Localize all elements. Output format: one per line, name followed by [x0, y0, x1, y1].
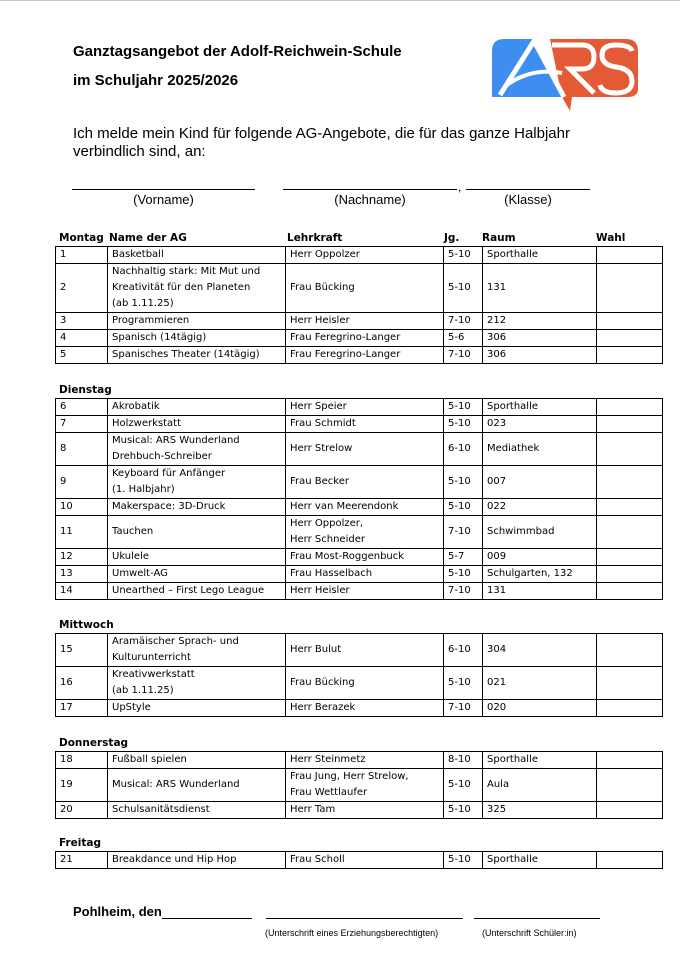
course-choice-cell[interactable] — [597, 247, 663, 264]
course-teacher — [286, 416, 444, 433]
course-teacher-line: Frau Wettlaufer — [290, 787, 368, 798]
first-name-label: (Vorname) — [133, 192, 194, 207]
table-row — [56, 433, 663, 466]
course-teacher — [286, 769, 444, 802]
course-room: 131 — [483, 583, 597, 600]
course-name — [108, 549, 286, 566]
first-name-field[interactable] — [72, 189, 255, 190]
day-heading: Montag — [59, 232, 104, 244]
course-name — [108, 667, 286, 700]
course-room: Schulgarten, 132 — [483, 566, 597, 583]
table-row — [56, 667, 663, 700]
course-name — [108, 752, 286, 769]
column-header-room: Raum — [482, 232, 516, 244]
intro-text: Ich melde mein Kind für folgende AG-Angebote, die für das ganze Halbjahr verbindlich sind, an: — [73, 125, 570, 160]
course-name-line: Musical: ARS Wunderland — [112, 435, 240, 446]
course-name — [108, 516, 286, 549]
course-name-line: Holzwerkstatt — [112, 418, 181, 429]
course-number: 17 — [56, 700, 108, 717]
course-teacher — [286, 466, 444, 499]
course-number: 14 — [56, 583, 108, 600]
course-choice-cell[interactable] — [597, 667, 663, 700]
course-choice-cell[interactable] — [597, 700, 663, 717]
course-teacher-line: Herr Oppolzer — [290, 249, 360, 260]
course-grade: 5-10 — [444, 769, 483, 802]
course-room: Aula — [483, 769, 597, 802]
course-teacher — [286, 752, 444, 769]
table-row — [56, 416, 663, 433]
course-teacher — [286, 802, 444, 819]
table-row — [56, 499, 663, 516]
course-room: Schwimmbad — [483, 516, 597, 549]
course-name — [108, 852, 286, 869]
course-name-line: UpStyle — [112, 702, 151, 713]
course-teacher — [286, 433, 444, 466]
course-table-donnerstag — [55, 751, 663, 819]
course-choice-cell[interactable] — [597, 752, 663, 769]
course-room: 306 — [483, 330, 597, 347]
course-name — [108, 769, 286, 802]
course-name-line: Kulturunterricht — [112, 652, 191, 663]
class-label: (Klasse) — [504, 192, 552, 207]
document-title: Ganztagsangebot der Adolf-Reichwein-Schule — [73, 43, 402, 60]
course-name — [108, 466, 286, 499]
course-name — [108, 416, 286, 433]
table-row — [56, 264, 663, 313]
course-teacher-line: Frau Hasselbach — [290, 568, 373, 579]
course-name-line: Keyboard für Anfänger — [112, 468, 226, 479]
column-header-name: Name der AG — [109, 232, 187, 244]
course-room: 007 — [483, 466, 597, 499]
field-separator: , — [458, 180, 462, 194]
course-choice-cell[interactable] — [597, 802, 663, 819]
course-table-freitag — [55, 851, 663, 869]
table-row — [56, 852, 663, 869]
guardian-signature-field[interactable] — [266, 918, 463, 919]
course-room: 009 — [483, 549, 597, 566]
course-choice-cell[interactable] — [597, 769, 663, 802]
course-teacher-line: Frau Feregrino-Langer — [290, 349, 401, 360]
school-year-title: im Schuljahr 2025/2026 — [73, 72, 239, 89]
column-header-choice: Wahl — [596, 232, 626, 244]
course-room: 021 — [483, 667, 597, 700]
course-teacher-line: Herr Bulut — [290, 644, 342, 655]
course-teacher-line: Frau Schmidt — [290, 418, 356, 429]
course-name — [108, 330, 286, 347]
course-grade: 7-10 — [444, 583, 483, 600]
course-teacher-line: Herr van Meerendonk — [290, 501, 399, 512]
course-name-line: Basketball — [112, 249, 164, 260]
course-name — [108, 700, 286, 717]
course-room: Sporthalle — [483, 752, 597, 769]
course-teacher-line: Frau Scholl — [290, 854, 345, 865]
course-number: 21 — [56, 852, 108, 869]
course-room: 023 — [483, 416, 597, 433]
course-teacher — [286, 852, 444, 869]
table-row — [56, 347, 663, 364]
day-heading: Mittwoch — [59, 619, 114, 631]
course-teacher — [286, 634, 444, 667]
course-grade: 5-10 — [444, 247, 483, 264]
student-signature-label: (Unterschrift Schüler:in) — [482, 928, 577, 938]
place-date-label: Pohlheim, den — [73, 904, 162, 919]
course-name — [108, 313, 286, 330]
course-choice-cell[interactable] — [597, 433, 663, 466]
course-name-line: Programmieren — [112, 315, 190, 326]
course-room: 325 — [483, 802, 597, 819]
course-grade: 7-10 — [444, 313, 483, 330]
course-number: 11 — [56, 516, 108, 549]
course-teacher — [286, 347, 444, 364]
course-number: 8 — [56, 433, 108, 466]
course-room: Mediathek — [483, 433, 597, 466]
course-number: 10 — [56, 499, 108, 516]
course-number: 4 — [56, 330, 108, 347]
course-room: 212 — [483, 313, 597, 330]
course-teacher — [286, 667, 444, 700]
course-room: Sporthalle — [483, 247, 597, 264]
course-choice-cell[interactable] — [597, 347, 663, 364]
course-table-mittwoch — [55, 633, 663, 717]
course-teacher-line: Frau Bücking — [290, 677, 355, 688]
course-number: 6 — [56, 399, 108, 416]
student-signature-field[interactable] — [474, 918, 600, 919]
course-name-line: Tauchen — [112, 526, 154, 537]
table-row — [56, 516, 663, 549]
course-teacher-line: Frau Bücking — [290, 282, 355, 293]
table-row — [56, 752, 663, 769]
course-teacher — [286, 330, 444, 347]
course-teacher — [286, 313, 444, 330]
course-choice-cell[interactable] — [597, 549, 663, 566]
course-name — [108, 433, 286, 466]
course-grade: 5-10 — [444, 566, 483, 583]
course-grade: 5-10 — [444, 852, 483, 869]
table-row — [56, 583, 663, 600]
guardian-signature-label: (Unterschrift eines Erziehungsberechtigten) — [265, 928, 439, 938]
course-teacher-line: Herr Oppolzer, — [290, 518, 364, 529]
course-number: 13 — [56, 566, 108, 583]
course-teacher-line: Herr Steinmetz — [290, 754, 366, 765]
course-name-line: Drehbuch-Schreiber — [112, 451, 212, 462]
course-name-line: Unearthed – First Lego League — [112, 585, 265, 596]
course-grade: 5-10 — [444, 802, 483, 819]
course-grade: 7-10 — [444, 516, 483, 549]
course-choice-cell[interactable] — [597, 499, 663, 516]
course-name — [108, 566, 286, 583]
course-name-line: Spanisches Theater (14tägig) — [112, 349, 260, 360]
course-teacher-line: Herr Schneider — [290, 534, 365, 545]
table-row — [56, 634, 663, 667]
table-row — [56, 549, 663, 566]
course-choice-cell[interactable] — [597, 313, 663, 330]
course-number: 19 — [56, 769, 108, 802]
course-name-line: Nachhaltig stark: Mit Mut und — [112, 266, 261, 277]
table-row — [56, 769, 663, 802]
course-teacher — [286, 499, 444, 516]
course-grade: 6-10 — [444, 634, 483, 667]
course-room: 306 — [483, 347, 597, 364]
course-teacher — [286, 516, 444, 549]
course-name-line: (1. Halbjahr) — [112, 484, 175, 495]
course-teacher-line: Herr Berazek — [290, 702, 356, 713]
course-grade: 5-10 — [444, 399, 483, 416]
course-name — [108, 347, 286, 364]
table-row — [56, 313, 663, 330]
course-choice-cell[interactable] — [597, 399, 663, 416]
course-choice-cell[interactable] — [597, 566, 663, 583]
course-grade: 8-10 — [444, 752, 483, 769]
column-header-grade: Jg. — [444, 232, 460, 244]
course-teacher-line: Frau Feregrino-Langer — [290, 332, 401, 343]
course-choice-cell[interactable] — [597, 516, 663, 549]
course-room: 304 — [483, 634, 597, 667]
course-name-line: Makerspace: 3D-Druck — [112, 501, 226, 512]
course-teacher — [286, 399, 444, 416]
course-choice-cell[interactable] — [597, 416, 663, 433]
course-name-line: Aramäischer Sprach- und — [112, 636, 239, 647]
table-row — [56, 247, 663, 264]
last-name-field[interactable] — [283, 189, 457, 190]
course-table-montag — [55, 246, 663, 364]
course-grade: 7-10 — [444, 700, 483, 717]
course-number: 18 — [56, 752, 108, 769]
course-room: Sporthalle — [483, 852, 597, 869]
date-field[interactable] — [162, 918, 252, 919]
course-name-line: (ab 1.11.25) — [112, 685, 174, 696]
course-name — [108, 264, 286, 313]
course-teacher — [286, 549, 444, 566]
day-heading: Donnerstag — [59, 737, 129, 749]
table-row — [56, 466, 663, 499]
course-name — [108, 247, 286, 264]
course-name-line: Umwelt-AG — [112, 568, 168, 579]
course-teacher — [286, 700, 444, 717]
course-table-dienstag — [55, 398, 663, 600]
course-name — [108, 399, 286, 416]
table-row — [56, 802, 663, 819]
course-teacher-line: Herr Strelow — [290, 443, 353, 454]
course-choice-cell[interactable] — [597, 264, 663, 313]
course-number: 15 — [56, 634, 108, 667]
course-room: 020 — [483, 700, 597, 717]
course-choice-cell[interactable] — [597, 852, 663, 869]
course-name-line: Akrobatik — [112, 401, 160, 412]
course-grade: 5-10 — [444, 499, 483, 516]
course-room: Sporthalle — [483, 399, 597, 416]
ars-logo-icon — [490, 37, 640, 111]
course-name-line: Schulsanitätsdienst — [112, 804, 210, 815]
course-number: 2 — [56, 264, 108, 313]
course-teacher-line: Frau Most-Roggenbuck — [290, 551, 405, 562]
course-number: 16 — [56, 667, 108, 700]
column-header-teacher: Lehrkraft — [287, 232, 343, 244]
course-grade: 6-10 — [444, 433, 483, 466]
course-name-line: Kreativwerkstatt — [112, 669, 195, 680]
course-teacher — [286, 247, 444, 264]
course-choice-cell[interactable] — [597, 330, 663, 347]
course-name — [108, 583, 286, 600]
course-teacher — [286, 583, 444, 600]
course-name-line: Ukulele — [112, 551, 150, 562]
course-grade: 5-10 — [444, 264, 483, 313]
day-heading: Dienstag — [59, 384, 112, 396]
course-number: 12 — [56, 549, 108, 566]
course-number: 7 — [56, 416, 108, 433]
course-name — [108, 802, 286, 819]
table-row — [56, 700, 663, 717]
course-teacher-line: Herr Speier — [290, 401, 347, 412]
course-teacher — [286, 264, 444, 313]
course-number: 9 — [56, 466, 108, 499]
course-choice-cell[interactable] — [597, 466, 663, 499]
course-grade: 5-10 — [444, 416, 483, 433]
course-name — [108, 634, 286, 667]
course-grade: 7-10 — [444, 347, 483, 364]
table-row — [56, 399, 663, 416]
course-name — [108, 499, 286, 516]
course-grade: 5-6 — [444, 330, 483, 347]
table-row — [56, 330, 663, 347]
course-grade: 5-10 — [444, 466, 483, 499]
table-row — [56, 566, 663, 583]
last-name-label: (Nachname) — [334, 192, 406, 207]
course-room: 131 — [483, 264, 597, 313]
course-name-line: Spanisch (14tägig) — [112, 332, 207, 343]
course-number: 1 — [56, 247, 108, 264]
course-teacher-line: Frau Jung, Herr Strelow, — [290, 771, 409, 782]
course-grade: 5-10 — [444, 667, 483, 700]
course-room: 022 — [483, 499, 597, 516]
class-field[interactable] — [466, 189, 590, 190]
course-teacher-line: Herr Heisler — [290, 585, 350, 596]
course-name-line: Breakdance und Hip Hop — [112, 854, 237, 865]
course-name-line: Kreativität für den Planeten — [112, 282, 251, 293]
course-number: 3 — [56, 313, 108, 330]
day-heading: Freitag — [59, 837, 102, 849]
course-teacher-line: Herr Tam — [290, 804, 336, 815]
course-choice-cell[interactable] — [597, 583, 663, 600]
course-number: 5 — [56, 347, 108, 364]
course-number: 20 — [56, 802, 108, 819]
course-grade: 5-7 — [444, 549, 483, 566]
course-teacher-line: Frau Becker — [290, 476, 349, 487]
course-choice-cell[interactable] — [597, 634, 663, 667]
course-name-line: Musical: ARS Wunderland — [112, 779, 240, 790]
course-teacher-line: Herr Heisler — [290, 315, 350, 326]
course-name-line: (ab 1.11.25) — [112, 298, 174, 309]
course-teacher — [286, 566, 444, 583]
course-name-line: Fußball spielen — [112, 754, 187, 765]
